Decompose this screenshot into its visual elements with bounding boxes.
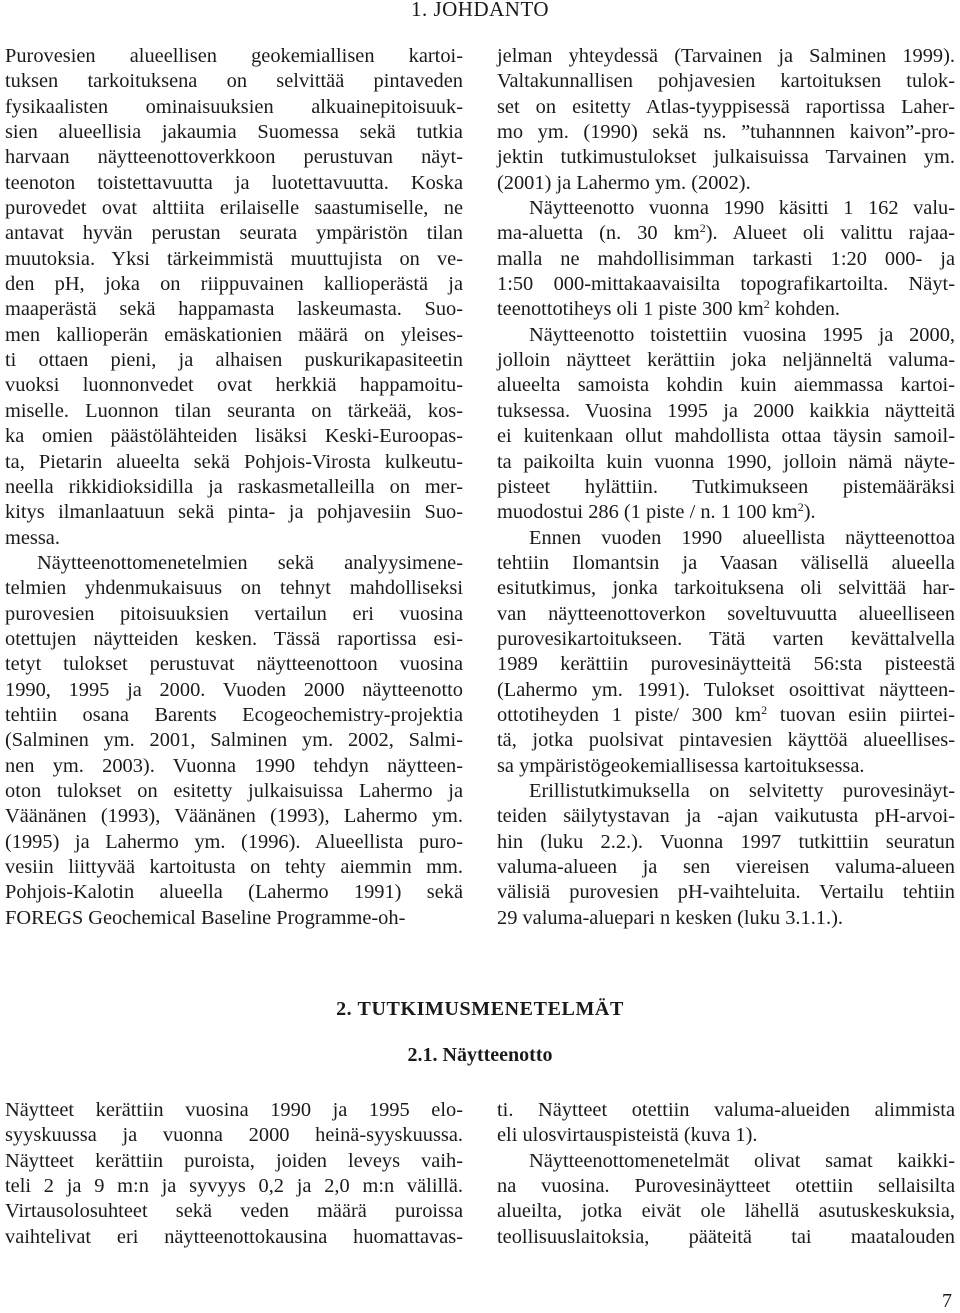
text-line: tuksessa. Vuosina 1995 ja 2000 kaikkia näytteitä	[497, 399, 955, 422]
text-line: ka omien päästölähteiden lisäksi Keski-Euroopas-	[5, 425, 463, 448]
text-line: välisiä purovesien pH-vaihteluita. Vertailu tehtiin	[497, 881, 955, 904]
text-line: nen ym. 2003). Vuonna 1990 tehdyn näytteen-	[5, 754, 463, 777]
text-line: neella rikkidioksidilla ja raskasmetalleilla on mer-	[5, 475, 463, 498]
text-line: Näytteet kerättiin puroista, joiden leveys vaih-	[5, 1149, 463, 1172]
text-line: mo ym. (1990) sekä ns. ”tuhannnen kaivon”-pro-	[497, 121, 955, 144]
subsection-heading-sampling: 2.1. Näytteenotto	[407, 1044, 553, 1066]
text-line: valuma-alueen ja sen viereisen valuma-alueen	[497, 856, 955, 878]
text-line: ei kuitenkaan ollut mahdollista ottaa täysin samoil-	[497, 425, 955, 448]
text-line: teiden säilytystavan ja -ajan vaikutusta pH-arvoi-	[497, 805, 955, 828]
section-heading-introduction: 1. JOHDANTO	[410, 0, 550, 21]
text-line: hin (luku 2.2.). Vuonna 1997 tutkittiin seuratun	[497, 830, 955, 853]
text-line: na vuosina. Purovesinäytteet otettiin sellaisilta	[497, 1175, 955, 1198]
text-line: jelman yhteydessä (Tarvainen ja Salminen 1999).	[497, 45, 955, 67]
text-line: kitys ilmanlaatuun sekä pinta- ja pohjavesiin Suo-	[5, 501, 463, 524]
text-line: den pH, joka on riippuvainen kallioperästä ja	[5, 273, 463, 296]
text-line: purovedet ovat alttiita erilaiselle saastumiselle, ne	[5, 197, 463, 220]
sampling-column-left	[5, 1098, 463, 1250]
text-line: miselle. Luonnon tilan seuranta on tärkeää, kos-	[5, 399, 463, 422]
intro-column-left	[5, 44, 463, 931]
text-line: teli 2 ja 9 m:n ja syvyys 0,2 ja 2,0 m:n välillä.	[5, 1175, 463, 1198]
text-line: Virtausolosuhteet sekä veden määrä puroissa	[5, 1200, 463, 1223]
text-line: tehtiin osana Barents Ecogeochemistry-projektia	[5, 703, 463, 726]
text-line: Väänänen (1993), Väänänen (1993), Lahermo ym.	[5, 805, 463, 828]
text-line: vuoksi luonnonvedet ovat herkkiä happamoitu-	[5, 374, 463, 397]
text-line: ti. Näytteet otettiin valuma-alueiden alimmista	[497, 1099, 955, 1121]
text-line: tehtiin Ilomantsin ja Vaasan välisellä alueella	[497, 551, 955, 574]
text-line: (2001) ja Lahermo ym. (2002).	[497, 171, 751, 194]
text-line: sa ympäristögeokemiallisessa kartoituksessa.	[497, 754, 865, 777]
text-line: muutoksia. Yksi tärkeimmistä muuttujista on ve-	[5, 247, 463, 270]
text-line: Näytteet kerättiin vuosina 1990 ja 1995 elo-	[5, 1099, 463, 1121]
text-line: Erillistutkimuksella on selvitetty purovesinäyt-	[529, 779, 955, 802]
text-line: (Lahermo ym. 1991). Tulokset osoittivat näytteen-	[497, 678, 955, 701]
text-line: teenoton toistettavuutta ja luotettavuutta. Koska	[5, 171, 463, 194]
text-line: teenottotiheys oli 1 piste 300 $km^2$ kohden.	[497, 297, 840, 321]
sampling-column-right	[497, 1098, 955, 1250]
text-line: vesiin liittyvää kartoitusta on tehty aiemmin mm.	[5, 856, 463, 878]
text-line: (1995) ja Lahermo ym. (1996). Alueellista puro-	[5, 830, 463, 853]
text-line: 29 valuma-aluepari n kesken (luku 3.1.1.).	[497, 906, 843, 929]
text-line: van näytteenottoverkon soveltuvuutta alueelliseen	[497, 602, 955, 625]
text-line: esitutkimus, jonka tarkoituksena oli selvittää har-	[497, 577, 955, 600]
text-line: muodostui 286 (1 piste / n. 1 100 $km^2$).	[497, 500, 816, 524]
text-line: purovesikartoitukseen. Tätä varten kevättalvella	[497, 627, 955, 650]
text-line: 1990, 1995 ja 2000. Vuoden 2000 näytteenotto	[5, 678, 463, 701]
text-line: Näytteenotto vuonna 1990 käsitti 1 162 valu-	[529, 197, 955, 220]
intro-column-right	[497, 44, 955, 931]
text-line: otettujen näytteiden kesken. Tässä raportissa esi-	[5, 627, 463, 650]
text-line: tuksen tarkoituksena on selvittää pintaveden	[5, 70, 463, 93]
text-line: sien alueellisia jakaumia Suomessa sekä tutkia	[5, 121, 463, 144]
text-line: ma-aluetta (n. 30 $km^2$). Alueet oli valittu rajaa-	[497, 221, 955, 245]
text-line: men kallioperän emäskationien määrä on yleises-	[5, 323, 463, 346]
text-line: malla ne mahdollisimman tarkasti 1:20 000- ja	[497, 247, 955, 270]
text-line: ta paikoilta kuin vuonna 1990, jolloin nämä näyte-	[497, 450, 955, 473]
text-line: set on esitetty Atlas-tyyppisessä raportissa Laher-	[497, 95, 955, 118]
text-line: 1:50 000-mittakaavaisilta topografikartoilta. Näyt-	[497, 273, 955, 296]
text-line: ti ottaen pieni, ja alhaisen puskurikapasiteetin	[5, 349, 463, 372]
section-heading-methods: 2. TUTKIMUSMENETELMÄT	[336, 998, 624, 1020]
text-line: FOREGS Geochemical Baseline Programme-oh-	[5, 906, 406, 929]
text-line: 1989 kerättiin purovesinäytteitä 56:sta pisteestä	[497, 653, 955, 676]
text-line: Näytteenottomenetelmät olivat samat kaikki-	[529, 1149, 955, 1172]
text-line: Pohjois-Kalotin alueella (Lahermo 1991) sekä	[5, 881, 463, 904]
text-line: tä, jotka puolsivat pintavesien käyttöä alueellises-	[497, 729, 955, 752]
text-line: maaperästä sekä happamasta laskeumasta. Suo-	[5, 298, 463, 321]
text-line: Näytteenotto toistettiin vuosina 1995 ja 2000,	[529, 323, 955, 346]
text-line: Näytteenottomenetelmien sekä analyysimene-	[37, 551, 463, 574]
text-line: (Salminen ym. 2001, Salminen ym. 2002, Salmi-	[5, 729, 463, 752]
text-line: pisteet hylättiin. Tutkimukseen pistemääräksi	[497, 475, 955, 498]
text-line: harvaan näytteenottoverkkoon perustuvan näyt-	[5, 146, 463, 169]
text-line: ta, Pietarin alueelta sekä Pohjois-Virosta kulkeutu-	[5, 450, 463, 473]
text-line: ottotiheyden 1 piste/ 300 $km^2$ tuovan esiin piirtei-	[497, 702, 955, 726]
text-line: oton tulokset on esitetty julkaisuissa Lahermo ja	[5, 779, 463, 802]
text-line: jektin tutkimustulokset julkaisuissa Tarvainen ym.	[497, 146, 955, 169]
text-line: fysikaalisten ominaisuuksien alkuainepitoisuuk-	[5, 95, 463, 118]
text-line: Purovesien alueellisen geokemiallisen kartoi-	[5, 45, 463, 67]
text-line: syyskuussa ja vuonna 2000 heinä-syyskuussa.	[5, 1124, 463, 1147]
page-number: 7	[942, 1290, 952, 1312]
text-line: messa.	[5, 526, 60, 549]
text-line: alueilta, jotka eivät ole lähellä asutuskeskuksia,	[497, 1200, 955, 1223]
text-line: Ennen vuoden 1990 alueellista näytteenottoa	[529, 526, 955, 549]
text-line: vaihtelivat eri näytteenottokausina huomattavas-	[5, 1225, 463, 1248]
text-line: alueelta samoista kohdin kuin aiemmassa kartoi-	[497, 374, 955, 397]
text-line: Valtakunnallisen pohjavesien kartoituksen tulok-	[497, 70, 955, 93]
text-line: tetyt tulokset perustuvat näytteenottoon vuosina	[5, 653, 463, 676]
text-line: jolloin näytteet kerättiin joka neljänneltä valuma-	[497, 349, 955, 372]
text-line: telmien yhdenmukaisuus on tehnyt mahdolliseksi	[5, 577, 463, 600]
text-line: purovesien pitoisuuksien vertailun eri vuosina	[5, 602, 463, 625]
text-line: eli ulosvirtauspisteistä (kuva 1).	[497, 1124, 758, 1147]
text-line: teollisuuslaitoksia, pääteitä tai maatalouden	[497, 1225, 955, 1248]
text-line: antavat hyvän perustan seurata ympäristön tilan	[5, 222, 463, 245]
